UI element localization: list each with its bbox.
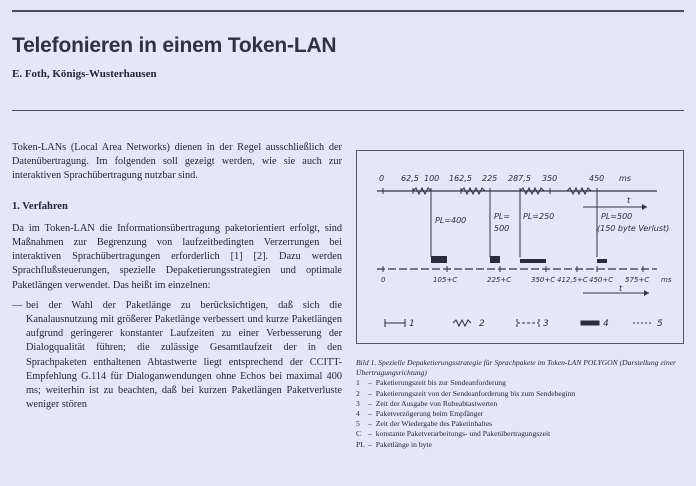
caption-legend-key: 2 <box>356 388 360 398</box>
pl-label: PL=500 <box>601 212 633 221</box>
caption-legend-text: Paketierungszeit von der Sendeanforderung bis zum Sendebeginn <box>375 388 576 398</box>
delay-block <box>431 256 447 263</box>
delay-block <box>490 256 500 263</box>
symbol-legend <box>385 319 653 327</box>
list-item <box>12 299 342 413</box>
top-tick-labels <box>379 174 631 183</box>
caption-legend-item <box>356 399 686 409</box>
legend-symbol-1 <box>385 319 405 327</box>
caption-legend-dash: – <box>368 409 372 419</box>
top-tick-label: 450 <box>589 174 605 183</box>
caption-legend-item <box>356 409 686 419</box>
caption-legend-dash: – <box>368 388 372 398</box>
caption-legend-text: konstante Paketverarbeitungs- und Paketübertragungszeit <box>375 429 551 439</box>
pl-label: PL=400 <box>435 216 467 225</box>
body-column <box>12 141 342 412</box>
caption-legend-item <box>356 429 686 439</box>
delay-block <box>520 259 546 263</box>
figure-caption <box>356 358 686 450</box>
timing-diagram <box>357 151 683 343</box>
bottom-tick-labels <box>381 276 672 284</box>
arrow-head-icon <box>642 204 647 210</box>
legend-symbol-3 <box>517 319 539 327</box>
caption-legend-item <box>356 419 686 429</box>
legend-key: 4 <box>603 319 609 329</box>
caption-legend-item <box>356 389 686 399</box>
legend-key: 1 <box>409 319 415 329</box>
list-item-text: bei der Wahl der Paketlänge zu berücksichtigen, daß sich die Kanalausnutzung mit größerer Paketlänge verbessert und kurze Paketlängen aufgrund geringerer konstanter Laufzeiten zu einer Verbesserung der Dialogqualität führen; die zulässige Gesamtlaufzeit der in den Sprachpaketen enthaltenen Abtastwerte liegt entsprechend der CCITT-Empfehlung G.114 für Dialoganwendungen ohne Echos bei maximal 400 ms; weiterhin ist zu beachten, daß bei kurzen Paketlängen Paketverluste weniger stören <box>26 299 342 411</box>
caption-legend-text: Zeit der Wiedergabe des Paketinhaltes <box>375 419 493 429</box>
caption-legend-text: Paketierungszeit bis zur Sendeanforderung <box>375 378 506 388</box>
top-tick-label: 287,5 <box>508 174 531 183</box>
legend-key: 5 <box>657 319 663 329</box>
top-tick-label: 350 <box>542 174 558 183</box>
intro-paragraph: Token-LANs (Local Area Networks) dienen in der Regel ausschließlich der Datenübertragung. Im folgenden soll gezeigt werden, wie sie auch zur interaktiven Sprachübertragung nutzbar sind. <box>12 142 342 182</box>
caption-legend-dash: – <box>368 378 372 388</box>
time-label: t <box>627 196 631 205</box>
legend-key: 2 <box>479 319 485 329</box>
caption-title: Bild 1. Spezielle Depaketierungsstrategie für Sprachpakete im Token-LAN POLYGON (Darstellung einer Übertragungsrichtung) <box>356 358 676 378</box>
author-line: E. Foth, Königs-Wusterhausen <box>12 68 157 80</box>
body-paragraph: Da im Token-LAN die Informationsübertragung paketorientiert erfolgt, sind Maßnahmen zur Begrenzung von laufzeitbedingten Verzerrungen bei interaktiven Sprachübertragungen erforderlich [1] [2]. Dazu werden Sprachflußsteuerungen, spezielle Depaketierungsstrategien und optimale Paketlängen verwendet. Das heißt im einzelnen: <box>12 222 342 291</box>
top-tick-label: 0 <box>379 174 385 183</box>
bottom-tick-label: 225+C <box>487 276 512 284</box>
top-rule <box>12 10 684 12</box>
caption-legend-dash: – <box>368 429 372 439</box>
top-tick-label: 100 <box>424 174 440 183</box>
top-tick-label: ms <box>619 174 631 183</box>
caption-legend-key: 5 <box>356 419 360 429</box>
bottom-tick-label: 350+C <box>531 276 556 284</box>
caption-legend-dash: – <box>368 439 372 449</box>
caption-legend-key: 1 <box>356 378 360 388</box>
caption-legend-text: Zeit der Ausgabe von Ruheabtastwerten <box>375 398 498 408</box>
top-tick-label: 162,5 <box>449 174 472 183</box>
symbol-legend-keys <box>409 319 663 329</box>
section-heading: 1. Verfahren <box>12 200 68 212</box>
caption-legend-item <box>356 440 686 450</box>
bottom-tick-label: 450+C <box>589 276 614 284</box>
caption-legend-key: 4 <box>356 409 360 419</box>
pl-label: PL= <box>494 212 510 221</box>
time-label: t <box>619 284 623 293</box>
bottom-tick-label: ms <box>661 276 672 284</box>
caption-legend-dash: – <box>368 419 372 429</box>
caption-legend-dash: – <box>368 398 372 408</box>
legend-symbol-2 <box>453 320 471 326</box>
delay-block <box>597 259 607 263</box>
list-dash: — <box>12 299 23 311</box>
pl-label: 500 <box>494 224 510 233</box>
pl-label: (150 byte Verlust) <box>597 224 670 233</box>
bottom-tick-label: 105+C <box>433 276 458 284</box>
top-tick-label: 225 <box>482 174 498 183</box>
figure-frame <box>356 150 684 344</box>
legend-symbol-4 <box>581 321 599 325</box>
legend-key: 3 <box>543 319 549 329</box>
bottom-tick-label: 412,5+C <box>557 276 588 284</box>
top-tick-label: 62,5 <box>401 174 419 183</box>
bottom-tick-label: 0 <box>381 276 386 284</box>
packet-length-labels <box>435 212 669 233</box>
caption-legend-item <box>356 378 686 388</box>
caption-legend-key: 3 <box>356 398 360 408</box>
caption-legend-key: C <box>356 429 362 439</box>
arrow-head-icon <box>644 290 649 296</box>
header-rule <box>12 110 684 111</box>
caption-legend-text: Paketlänge in byte <box>375 439 432 449</box>
caption-legend-key: PL <box>356 439 365 449</box>
caption-legend-text: Paketverzögerung beim Empfänger <box>375 409 484 419</box>
article-title: Telefonieren in einem Token-LAN <box>12 34 337 57</box>
bottom-tick-label: 575+C <box>625 276 650 284</box>
pl-label: PL=250 <box>523 212 555 221</box>
